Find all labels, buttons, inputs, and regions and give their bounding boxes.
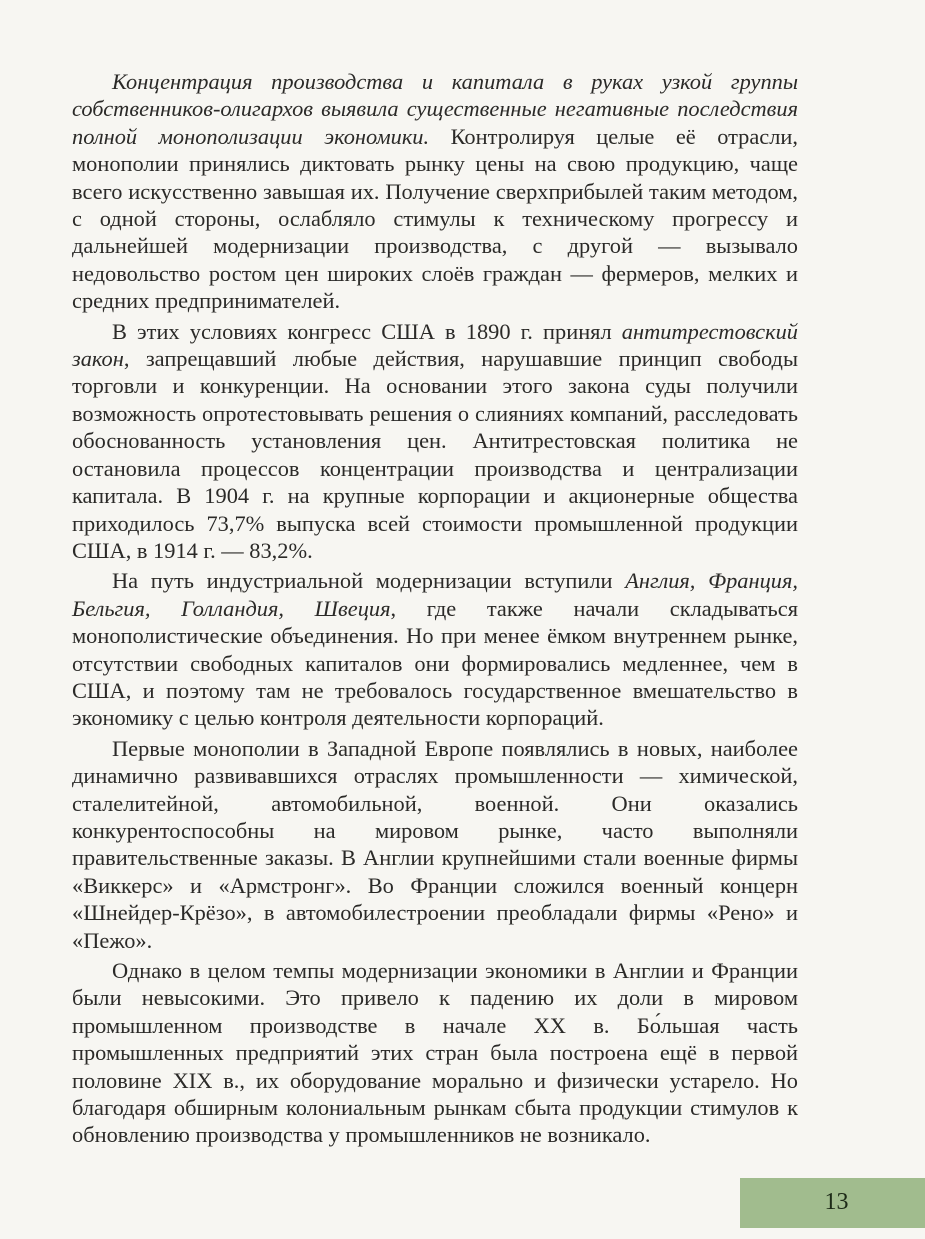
paragraph-1-text: Контролируя целые её отрасли, монополии принялись диктовать рынку цены на свою продукцию, чаще всего искусственно завышая их. Получение сверхприбылей таким методом, с одной стороны, ослабляло стимулы к техническому прогрессу и дальнейшей модернизации производства, с другой — вызывало недовольство ростом цен широких слоёв граждан — фермеров, мелких и средних предпринимателей. (72, 123, 798, 314)
paragraph-3-countries: Англия, Франция, Бельгия, Голландия, Швеция (72, 568, 798, 621)
paragraph-5 (72, 957, 798, 1149)
paragraph-2 (72, 318, 798, 565)
paragraph-1-italic-lead: Концентрация производства и капитала в руках узкой группы собственников-олигархов выявила существенные негативные последствия полной монополизации экономики. (72, 69, 798, 149)
paragraph-5-text: Однако в целом темпы модернизации экономики в Англии и Франции были невысокими. Это привело к падению их доли в мировом промышленном производстве в начале XX в. Бо́льшая часть промышленных предприятий этих стран была построена ещё в первой половине XIX в., их оборудование морально и физически устарело. Но благодаря обширным колониальным рынкам сбыта продукции стимулов к обновлению производства у промышленников не возникало. (72, 958, 798, 1148)
paragraph-2-term: антитрестовский закон (72, 318, 798, 372)
paragraph-4 (72, 735, 798, 954)
page-number: 13 (824, 1189, 849, 1215)
paragraph-4-text: Первые монополии в Западной Европе появлялись в новых, наиболее динамично развивавшихся отраслях промышленности — химической, сталелитейной, автомобильной, военной. Они оказались конкурентоспособны на мировом рынке, часто выполняли правительственные заказы. В Англии крупнейшими стали военные фирмы «Виккерс» и «Армстронг». Во Франции сложился военный концерн «Шнейдер-Крёзо», в автомобилестроении преобладали фирмы «Рено» и «Пежо». (72, 735, 798, 953)
paragraph-3-text-a: На путь индустриальной модернизации вступили (112, 568, 626, 594)
paragraph-2-text-a: В этих условиях конгресс США в 1890 г. принял (112, 318, 622, 344)
page-body-text (72, 68, 798, 1152)
paragraph-1 (72, 68, 798, 315)
paragraph-3-text-b: , где также начали складываться монополистические объединения. Но при менее ёмком внутреннем рынке, отсутствии свободных капиталов они формировались медленнее, чем в США, и поэтому там не требовалось государственное вмешательство в экономику с целью контроля деятельности корпораций. (72, 595, 799, 731)
paragraph-3 (72, 567, 798, 731)
paragraph-2-text-b: , запрещавший любые действия, нарушавшие принцип свободы торговли и конкуренции. На основании этого закона суды получили возможность опротестовывать решения о слияниях компаний, расследовать обоснованность установления цен. Антитрестовская политика не остановила процессов концентрации производства и централизации капитала. В 1904 г. на крупные корпорации и акционерные общества приходилось 73,7% выпуска всей стоимости промышленной продукции США, в 1914 г. — 83,2%. (72, 346, 798, 563)
page-number-tab (740, 1178, 925, 1228)
